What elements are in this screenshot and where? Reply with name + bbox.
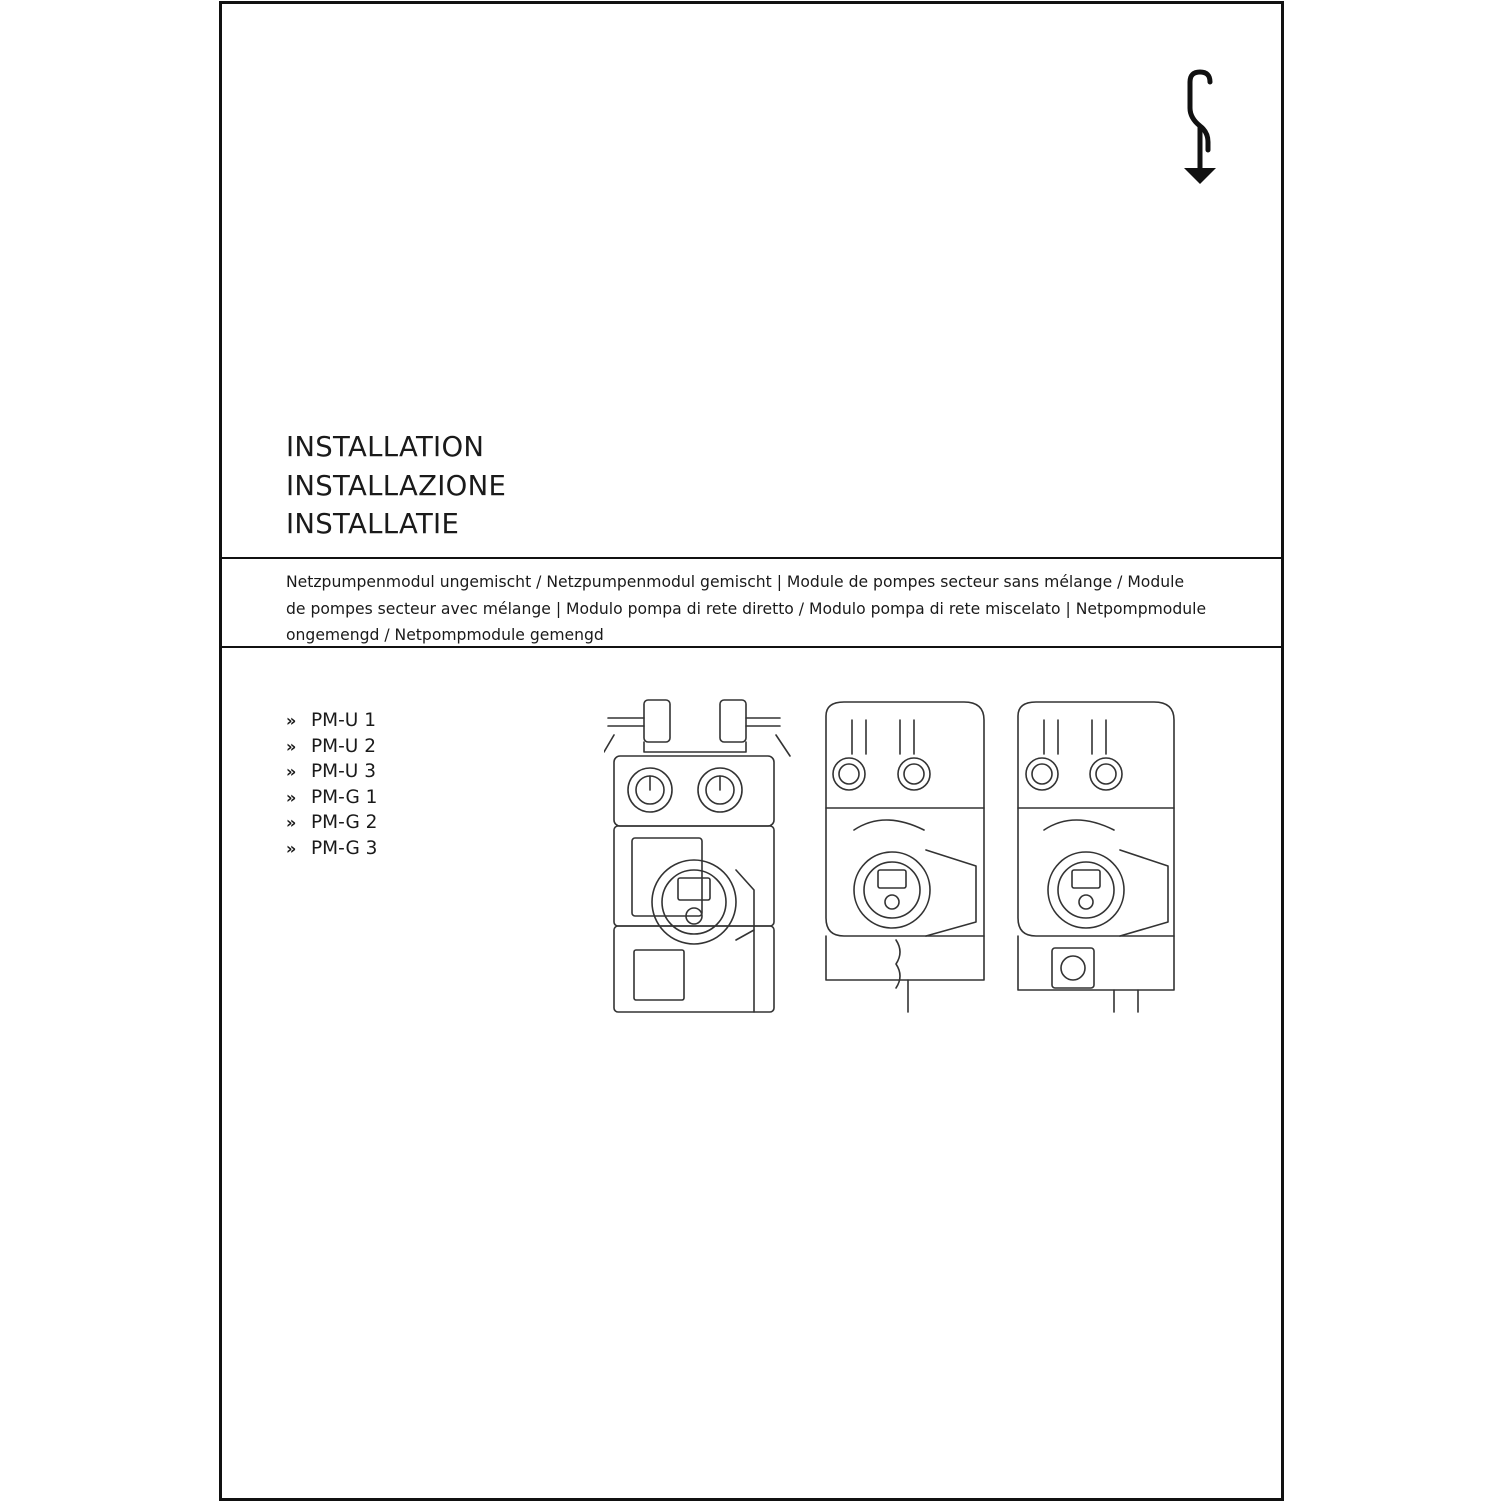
list-item: [286, 810, 377, 836]
model-name: PM-G 1: [311, 786, 378, 808]
bullet-mark: »: [286, 838, 297, 858]
divider-top: [222, 557, 1281, 559]
pump-module-insulated-mixed: [826, 702, 984, 1012]
product-description: [286, 569, 1207, 649]
list-item: [286, 759, 377, 785]
model-list: [286, 708, 377, 861]
bullet-mark: »: [286, 762, 297, 781]
list-item: [286, 785, 377, 811]
bullet-mark: »: [286, 813, 297, 832]
pump-module-open: [604, 700, 790, 1012]
description-line: ongemengd / Netpompmodule gemengd: [286, 626, 604, 644]
title-installation: INSTALLATION: [286, 431, 485, 463]
brand-logo-icon: [1180, 68, 1220, 188]
list-item: [286, 734, 377, 760]
divider-bottom: [222, 646, 1281, 648]
model-name: PM-G 3: [311, 837, 378, 859]
title-installazione: INSTALLAZIONE: [286, 469, 507, 502]
bullet-mark: »: [286, 736, 297, 756]
pump-module-insulated-mixer: [1018, 702, 1174, 1012]
bullet-mark: »: [286, 787, 297, 807]
list-item: [286, 836, 377, 862]
model-name: PM-G 2: [311, 812, 378, 833]
description-line: Netzpumpenmodul ungemischt / Netzpumpenmodul gemischt | Module de pompes secteur sans mélange / Module: [286, 573, 1185, 591]
model-name: PM-U 1: [311, 710, 376, 731]
model-name: PM-U 2: [311, 735, 376, 757]
document-page: [219, 1, 1284, 1501]
title-installatie: INSTALLATIE: [286, 508, 460, 540]
list-item: [286, 708, 377, 734]
description-line: de pompes secteur avec mélange | Modulo pompa di rete diretto / Modulo pompa di rete miscelato | Netpompmodule: [286, 599, 1207, 618]
bullet-mark: »: [286, 711, 297, 730]
title-block: [286, 428, 506, 544]
model-name: PM-U 3: [311, 761, 376, 782]
pump-module-illustration: [604, 690, 1204, 1035]
